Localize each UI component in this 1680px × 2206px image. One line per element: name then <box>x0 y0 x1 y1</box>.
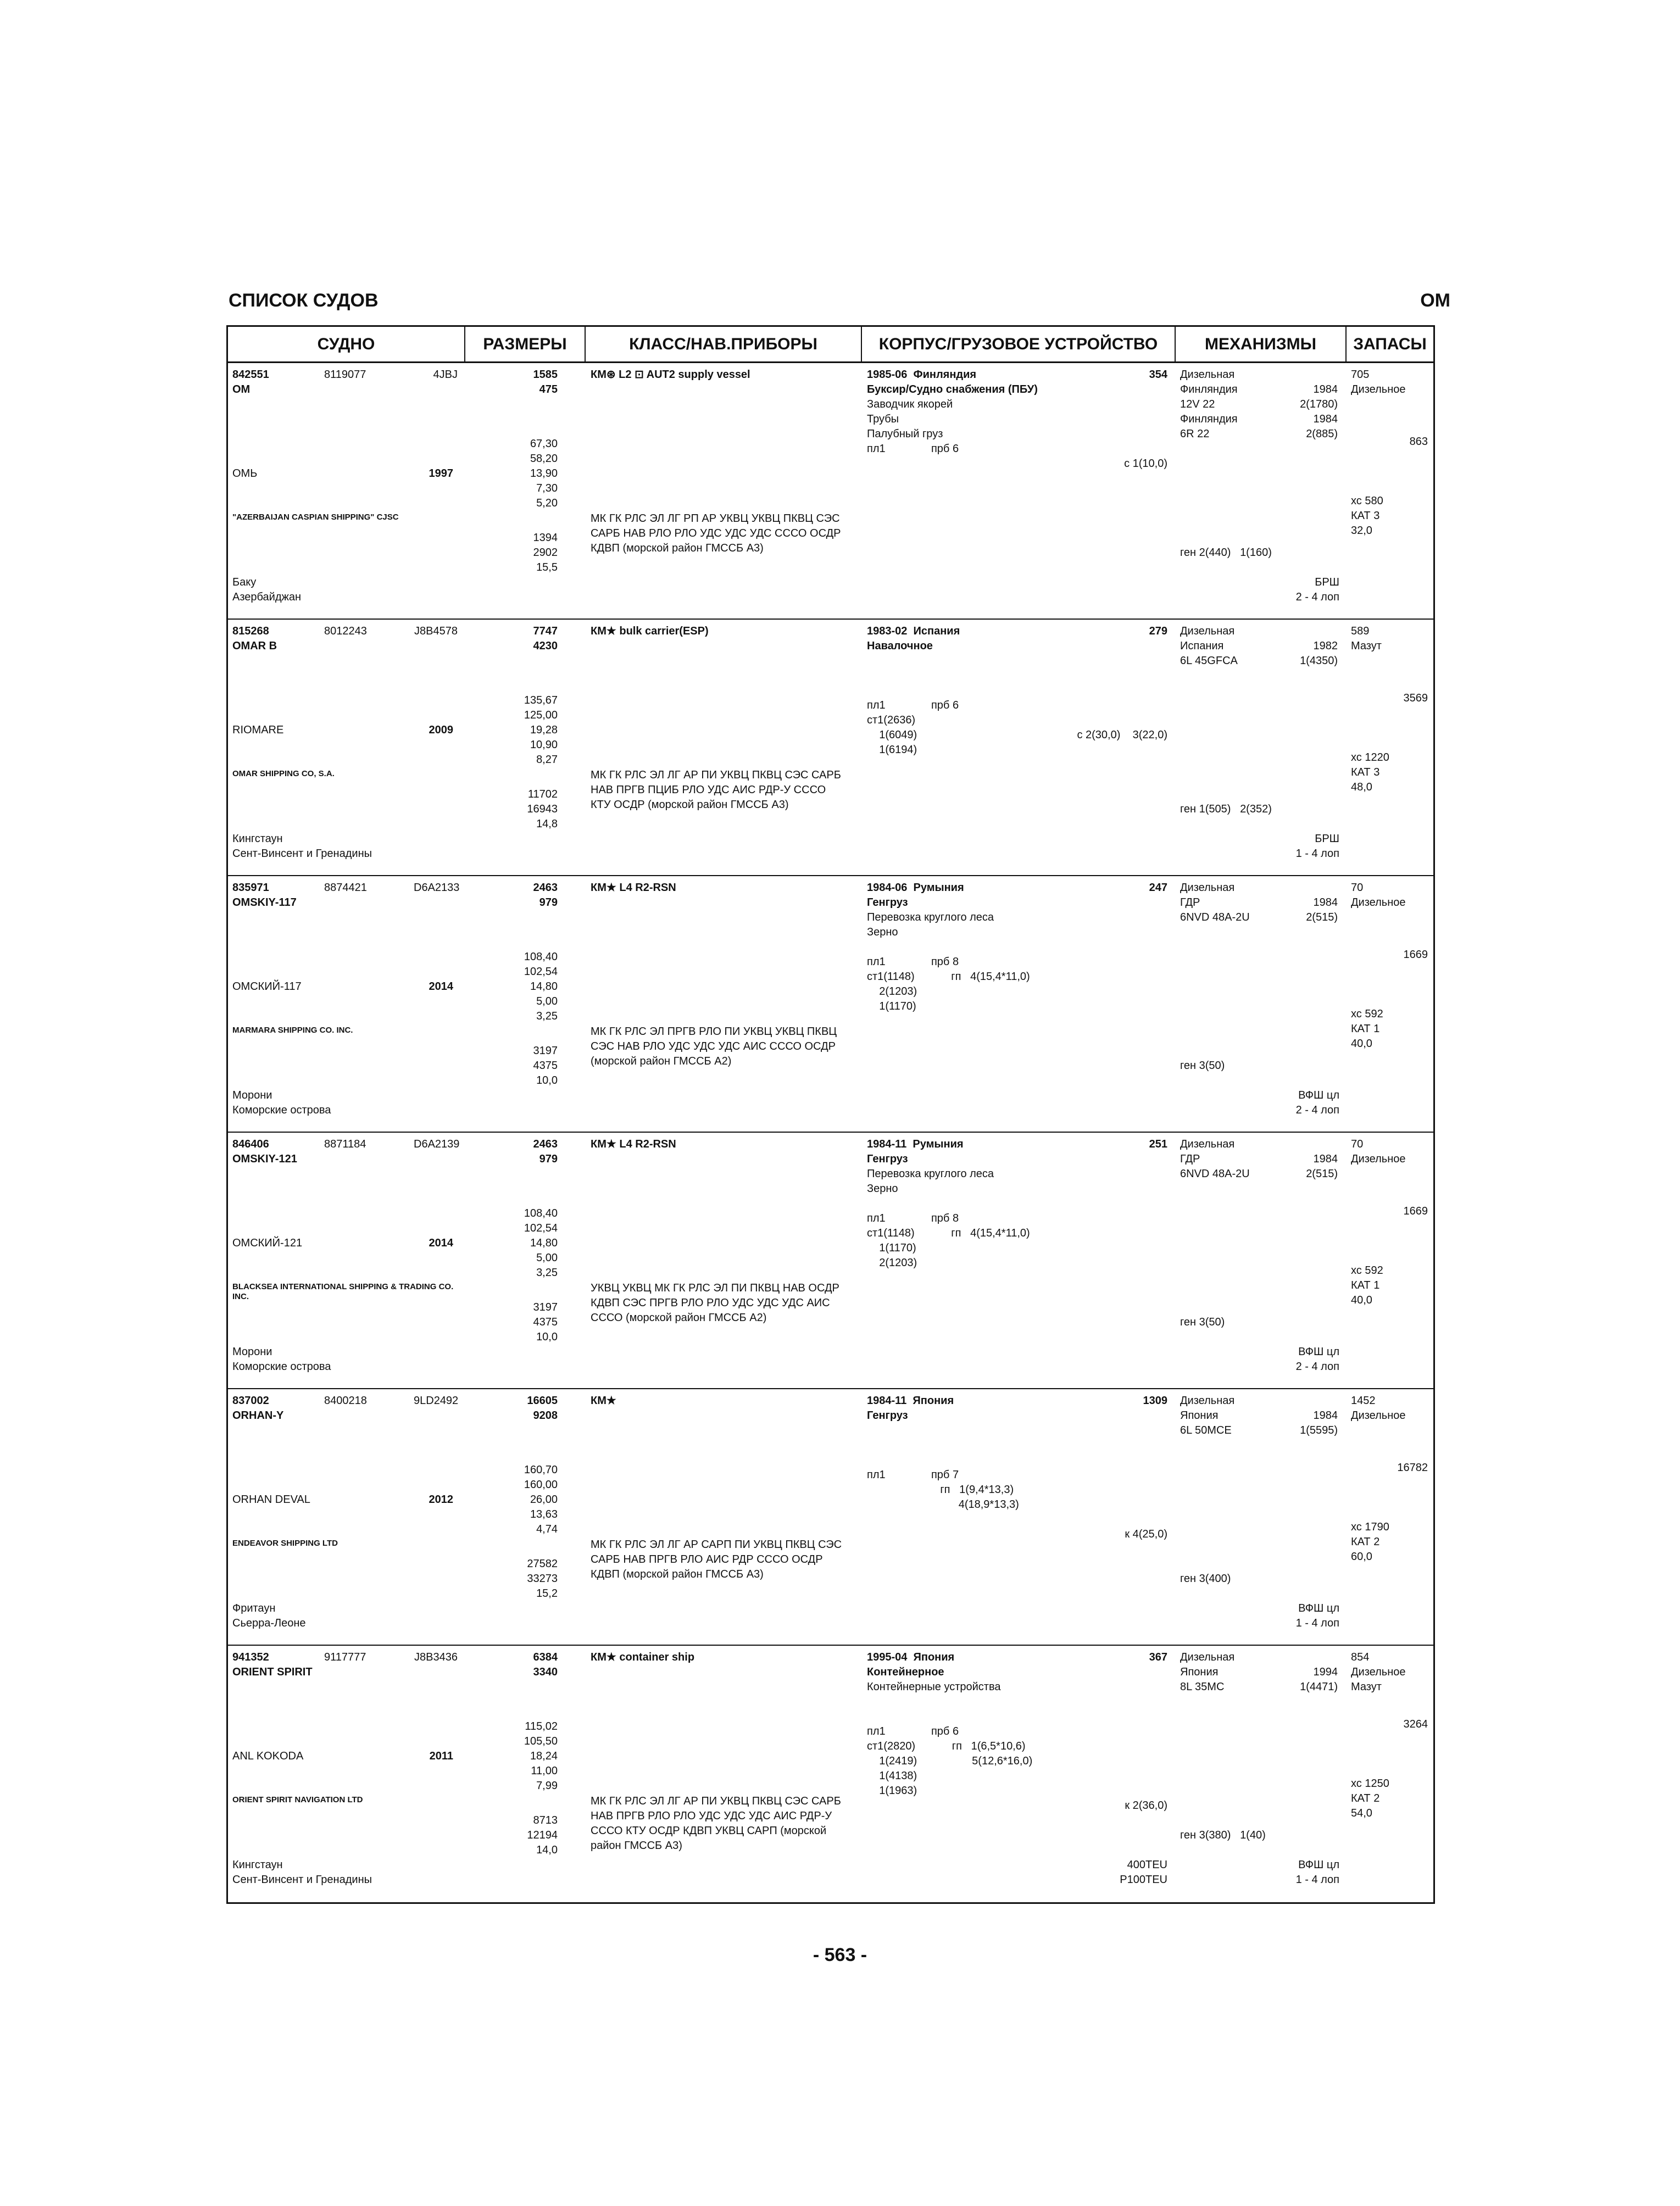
ship-previous-name: ОМЬ <box>232 467 258 480</box>
ship-class: КМ⊛ L2 ⊡ AUT2 supply vessel <box>591 369 750 381</box>
ship-build-year-country: 1984-11 Румыния <box>867 1138 964 1150</box>
ship-deadweight-value: 11702 <box>527 788 558 800</box>
ship-owner: ORIENT SPIRIT NAVIGATION LTD <box>232 1795 363 1804</box>
engine-values: 1984 1(5595) <box>1300 1410 1338 1436</box>
ship-build-year-country: 1983-02 Испания <box>867 625 960 637</box>
ship-dimension-value: 67,30 <box>530 438 558 450</box>
ship-flag: Коморские острова <box>232 1361 331 1373</box>
ship-dimension-value: 14,80 <box>530 1237 558 1249</box>
ship-imo-number: 8871184 <box>324 1138 366 1150</box>
table-header <box>228 327 1433 363</box>
ship-crew-capacity: 247 <box>1149 882 1167 894</box>
supplies-fuel: 70 Дизельное <box>1351 1138 1406 1165</box>
hold-details: пл1 прб 6 ст1(2636) 1(6049) 1(6194) <box>867 699 959 756</box>
ship-previous-name-year: 2014 <box>429 1237 453 1249</box>
ship-owner: ENDEAVOR SHIPPING LTD <box>232 1539 338 1548</box>
ship-hull-type: Навалочное <box>867 640 933 652</box>
ship-dimension-value: 19,28 <box>530 724 558 736</box>
ship-owner: BLACKSEA INTERNATIONAL SHIPPING & TRADING CO. INC. <box>232 1282 454 1301</box>
ship-call-sign: D6A2139 <box>414 1138 460 1150</box>
ship-dimension-value: 8,27 <box>536 754 558 766</box>
ship-imo-number: 8874421 <box>324 882 367 894</box>
ship-class: КМ★ container ship <box>591 1651 695 1663</box>
ship-owner: OMAR SHIPPING CO, S.A. <box>232 769 335 778</box>
ship-gross-tonnage: 7747 <box>533 625 558 637</box>
ship-dimension-value: 3,25 <box>536 1010 558 1022</box>
ship-build-year-country: 1995-04 Япония <box>867 1651 955 1663</box>
ship-deadweight-value: 1394 <box>533 532 558 544</box>
ship-dimension-value: 125,00 <box>524 709 558 721</box>
column-header-supplies: ЗАПАСЫ <box>1345 327 1433 361</box>
propeller-details: БРШ 2 - 4 лоп <box>1295 576 1339 603</box>
supplies-volume: 16782 <box>1397 1462 1428 1474</box>
ship-dimension-value: 3,25 <box>536 1267 558 1279</box>
ship-port: Кингстаун <box>232 1859 283 1871</box>
page-title: СПИСОК СУДОВ <box>229 290 379 311</box>
ship-flag: Сент-Винсент и Гренадины <box>232 1874 372 1886</box>
supplies-fuel: 854 Дизельное Мазут <box>1351 1651 1406 1693</box>
ship-call-sign: J8B3436 <box>414 1651 458 1663</box>
supplies-volume: 3264 <box>1403 1718 1428 1730</box>
ship-record <box>228 1133 1433 1389</box>
cranes-details: к 4(25,0) <box>1125 1528 1167 1540</box>
ship-hull-type: Генгруз <box>867 896 908 909</box>
ship-crew-capacity: 367 <box>1149 1651 1167 1663</box>
ship-deadweight-value: 4375 <box>533 1060 558 1072</box>
ship-navigation-equipment: МК ГК РЛС ЭЛ ЛГ АР САРП ПИ УКВЦ ПКВЦ СЭС САРБ НАВ ПРГВ РЛО АИС РДР СССО ОСДР КДВП (морской район ГМССБ А3) <box>591 1539 842 1580</box>
section-label: ОМ <box>1420 290 1450 311</box>
ship-crew-capacity: 1309 <box>1143 1395 1167 1407</box>
ship-previous-name-year: 1997 <box>429 467 453 480</box>
ship-gross-tonnage: 2463 <box>533 1138 558 1150</box>
ship-class: КМ★ bulk carrier(ESP) <box>591 625 709 637</box>
ship-net-tonnage: 3340 <box>533 1666 558 1678</box>
ship-port: Баку <box>232 576 257 588</box>
ship-crew-capacity: 279 <box>1149 625 1167 637</box>
ship-deadweight-value: 15,2 <box>536 1587 558 1600</box>
engine-generators: ген 3(380) 1(40) <box>1180 1829 1266 1841</box>
ship-deadweight-value: 10,0 <box>536 1074 558 1087</box>
ship-class: КМ★ <box>591 1395 616 1407</box>
ship-flag: Коморские острова <box>232 1104 331 1116</box>
supplies-volume: 1669 <box>1403 949 1428 961</box>
propeller-details: ВФШ цл 2 - 4 лоп <box>1295 1089 1339 1116</box>
engine-values: 1982 1(4350) <box>1300 640 1338 667</box>
ship-reg-number: 835971 <box>232 882 269 894</box>
ship-navigation-equipment: УКВЦ УКВЦ МК ГК РЛС ЭЛ ПИ ПКВЦ НАВ ОСДР КДВП СЭС ПРГВ РЛО РЛО УДС УДС УДС АИС СССО (морской район ГМССБ А2) <box>591 1282 839 1324</box>
ship-record <box>228 1389 1433 1646</box>
ship-dimension-value: 160,00 <box>524 1479 558 1491</box>
ship-navigation-equipment: МК ГК РЛС ЭЛ ЛГ АР ПИ УКВЦ ПКВЦ СЭС САРБ НАВ ПРГВ РЛО РЛО УДС УДС УДС АИС РДР-У СССО КТУ ОСДР КДВП УКВЦ САРП (морской район ГМССБ А3) <box>591 1795 841 1852</box>
ship-net-tonnage: 4230 <box>533 640 558 652</box>
ship-crew-capacity: 354 <box>1149 369 1167 381</box>
propeller-details: ВФШ цл 1 - 4 лоп <box>1295 1859 1339 1886</box>
hull-equipment: Перевозка круглого леса Зерно <box>867 1168 994 1195</box>
supplies-fuel: 705 Дизельное <box>1351 369 1406 395</box>
ship-gross-tonnage: 6384 <box>533 1651 558 1663</box>
ship-dimension-value: 135,67 <box>524 694 558 706</box>
ship-owner: MARMARA SHIPPING CO. INC. <box>232 1026 353 1035</box>
ship-deadweight-value: 27582 <box>527 1558 558 1570</box>
column-header-ship: СУДНО <box>317 335 375 353</box>
ship-class: КМ★ L4 R2-RSN <box>591 1138 676 1150</box>
ship-hull-type: Буксир/Судно снабжения (ПБУ) <box>867 383 1038 395</box>
hold-details: пл1 прб 8 ст1(1148) гп 4(15,4*11,0) 2(1203) 1(1170) <box>867 956 1030 1012</box>
ship-dimension-value: 13,90 <box>530 467 558 480</box>
ship-previous-name-year: 2011 <box>429 1750 453 1762</box>
supplies-volume: 863 <box>1409 436 1428 448</box>
ship-name: OMSKIY-117 <box>232 896 297 909</box>
ship-flag: Сент-Винсент и Гренадины <box>232 848 372 860</box>
engine-values: 1984 2(1780) 1984 2(885) <box>1300 383 1338 440</box>
page-number: - 563 - <box>813 1945 867 1965</box>
hold-details: пл1 прб 7 гп 1(9,4*13,3) 4(18,9*13,3) <box>867 1469 1019 1511</box>
ship-port: Морони <box>232 1089 272 1101</box>
ship-dimension-value: 7,30 <box>536 482 558 494</box>
ship-previous-name-year: 2012 <box>429 1494 453 1506</box>
ship-reg-number: 846406 <box>232 1138 269 1150</box>
engine-details: Дизельная ГДР 6NVD 48A-2U <box>1180 882 1250 923</box>
ship-previous-name: ОМСКИЙ-117 <box>232 981 302 993</box>
engine-details: Дизельная Япония 6L 50MCE <box>1180 1395 1235 1436</box>
ship-dimension-value: 5,20 <box>536 497 558 509</box>
ship-reg-number: 842551 <box>232 369 269 381</box>
ship-dimension-value: 13,63 <box>530 1508 558 1520</box>
ship-imo-number: 8012243 <box>324 625 367 637</box>
ship-imo-number: 8400218 <box>324 1395 367 1407</box>
ship-deadweight-value: 14,8 <box>536 818 558 830</box>
ship-previous-name: RIOMARE <box>232 724 284 736</box>
ships-table <box>226 325 1435 1904</box>
supplies-bunker: хс 592 КАТ 1 40,0 <box>1351 1008 1383 1050</box>
hold-details: пл1 прб 6 ст1(2820) гп 1(6,5*10,6) 1(2419) 5(12,6*16,0) 1(4138) 1(1963) <box>867 1725 1033 1797</box>
ship-imo-number: 8119077 <box>324 369 366 381</box>
ship-navigation-equipment: МК ГК РЛС ЭЛ ЛГ АР ПИ УКВЦ ПКВЦ СЭС САРБ НАВ ПРГВ ПЦИБ РЛО УДС АИС РДР-У СССО КТУ ОСДР (морской район ГМССБ А3) <box>591 769 841 811</box>
supplies-fuel: 589 Мазут <box>1351 625 1382 652</box>
ship-record <box>228 876 1433 1133</box>
ship-call-sign: D6A2133 <box>414 882 460 894</box>
engine-values: 1994 1(4471) <box>1300 1666 1338 1693</box>
supplies-volume: 1669 <box>1403 1205 1428 1217</box>
propeller-details: ВФШ цл 2 - 4 лоп <box>1295 1346 1339 1373</box>
ship-previous-name-year: 2014 <box>429 981 453 993</box>
ship-record <box>228 620 1433 876</box>
ship-class: КМ★ L4 R2-RSN <box>591 882 676 894</box>
ship-flag: Сьерра-Леоне <box>232 1617 306 1629</box>
ship-dimension-value: 102,54 <box>524 966 558 978</box>
ship-reg-number: 837002 <box>232 1395 269 1407</box>
supplies-bunker: хс 1220 КАТ 3 48,0 <box>1351 751 1389 793</box>
propeller-details: ВФШ цл 1 - 4 лоп <box>1295 1602 1339 1629</box>
hull-equipment: Контейнерные устройства <box>867 1681 1001 1693</box>
ship-deadweight-value: 3197 <box>533 1301 558 1313</box>
engine-generators: ген 1(505) 2(352) <box>1180 803 1272 815</box>
ship-previous-name: ОМСКИЙ-121 <box>232 1237 303 1249</box>
ship-call-sign: J8B4578 <box>414 625 458 637</box>
ship-deadweight-value: 2902 <box>533 547 558 559</box>
ship-record <box>228 363 1433 620</box>
ship-dimension-value: 10,90 <box>530 739 558 751</box>
cranes-details: к 2(36,0) <box>1125 1800 1167 1812</box>
engine-details: Дизельная Финляндия 12V 22 Финляндия 6R 22 <box>1180 369 1238 440</box>
ship-build-year-country: 1985-06 Финляндия <box>867 369 977 381</box>
hull-equipment: Заводчик якорей Трубы Палубный груз <box>867 398 953 440</box>
ship-crew-capacity: 251 <box>1149 1138 1167 1150</box>
ship-call-sign: 4JBJ <box>433 369 458 381</box>
ship-deadweight-value: 10,0 <box>536 1331 558 1343</box>
ship-imo-number: 9117777 <box>324 1651 366 1663</box>
ship-record <box>228 1646 1433 1902</box>
ship-hull-type: Контейнерное <box>867 1666 944 1678</box>
ship-deadweight-value: 14,0 <box>536 1844 558 1856</box>
engine-values: 1984 2(515) <box>1306 1153 1338 1180</box>
ship-call-sign: 9LD2492 <box>414 1395 459 1407</box>
ship-dimension-value: 108,40 <box>524 951 558 963</box>
ship-name: ORHAN-Y <box>232 1410 284 1422</box>
ship-net-tonnage: 979 <box>539 1153 558 1165</box>
ship-navigation-equipment: МК ГК РЛС ЭЛ ЛГ РП АР УКВЦ УКВЦ ПКВЦ СЭС САРБ НАВ РЛО РЛО УДС УДС УДС СССО ОСДР КДВП (морской район ГМССБ А3) <box>591 512 841 554</box>
ship-dimension-value: 102,54 <box>524 1222 558 1234</box>
ship-deadweight-value: 15,5 <box>536 561 558 573</box>
ship-dimension-value: 26,00 <box>530 1494 558 1506</box>
propeller-details: БРШ 1 - 4 лоп <box>1295 833 1339 860</box>
hold-details: пл1 прб 8 ст1(1148) гп 4(15,4*11,0) 1(1170) 2(1203) <box>867 1212 1030 1269</box>
ship-net-tonnage: 9208 <box>533 1410 558 1422</box>
supplies-bunker: хс 1250 КАТ 2 54,0 <box>1351 1778 1389 1819</box>
hold-details: пл1 прб 6 <box>867 443 959 455</box>
engine-generators: ген 2(440) 1(160) <box>1180 547 1272 559</box>
ship-build-year-country: 1984-11 Япония <box>867 1395 954 1407</box>
engine-details: Дизельная Япония 8L 35MC <box>1180 1651 1235 1693</box>
engine-values: 1984 2(515) <box>1306 896 1338 923</box>
engine-details: Дизельная Испания 6L 45GFCA <box>1180 625 1238 667</box>
column-header-class: КЛАСС/НАВ.ПРИБОРЫ <box>585 327 861 361</box>
column-header-hull: КОРПУС/ГРУЗОВОЕ УСТРОЙСТВО <box>861 327 1175 361</box>
ship-flag: Азербайджан <box>232 591 302 603</box>
ship-dimension-value: 108,40 <box>524 1207 558 1219</box>
ship-gross-tonnage: 16605 <box>527 1395 558 1407</box>
ship-dimension-value: 7,99 <box>536 1780 558 1792</box>
ship-previous-name-year: 2009 <box>429 724 453 736</box>
ship-dimension-value: 11,00 <box>531 1765 558 1777</box>
ship-gross-tonnage: 2463 <box>533 882 558 894</box>
column-header-machinery: МЕХАНИЗМЫ <box>1175 327 1345 361</box>
ship-name: OMSKIY-121 <box>232 1153 297 1165</box>
ship-deadweight-value: 12194 <box>527 1829 558 1841</box>
ship-deadweight-value: 3197 <box>533 1045 558 1057</box>
ship-gross-tonnage: 1585 <box>533 369 558 381</box>
ship-net-tonnage: 475 <box>539 383 558 395</box>
engine-generators: ген 3(400) <box>1180 1573 1231 1585</box>
ship-owner: "AZERBAIJAN CASPIAN SHIPPING" CJSC <box>232 512 399 522</box>
engine-generators: ген 3(50) <box>1180 1316 1225 1328</box>
ship-port: Морони <box>232 1346 272 1358</box>
ship-port: Кингстаун <box>232 833 283 845</box>
ship-dimension-value: 18,24 <box>530 1750 558 1762</box>
ship-previous-name: ANL KOKODA <box>232 1750 304 1762</box>
ship-deadweight-value: 8713 <box>533 1814 558 1826</box>
ship-reg-number: 815268 <box>232 625 269 637</box>
column-header-dimensions: РАЗМЕРЫ <box>464 327 585 361</box>
ship-dimension-value: 4,74 <box>536 1523 558 1535</box>
ship-hull-type: Генгруз <box>867 1410 908 1422</box>
ship-name: ORIENT SPIRIT <box>232 1666 313 1678</box>
supplies-bunker: хс 592 КАТ 1 40,0 <box>1351 1264 1383 1306</box>
ship-dimension-value: 105,50 <box>524 1735 558 1747</box>
ship-deadweight-value: 16943 <box>527 803 558 815</box>
supplies-bunker: хс 1790 КАТ 2 60,0 <box>1351 1521 1389 1563</box>
ship-reg-number: 941352 <box>232 1651 269 1663</box>
engine-details: Дизельная ГДР 6NVD 48A-2U <box>1180 1138 1250 1180</box>
ship-dimension-value: 58,20 <box>530 453 558 465</box>
ship-dimension-value: 115,02 <box>525 1720 558 1733</box>
ship-hull-type: Генгруз <box>867 1153 908 1165</box>
cranes-details: с 1(10,0) <box>1124 458 1167 470</box>
supplies-bunker: хс 580 КАТ 3 32,0 <box>1351 495 1383 537</box>
cranes-details: с 2(30,0) 3(22,0) <box>1077 729 1167 741</box>
ship-dimension-value: 14,80 <box>530 981 558 993</box>
ship-name: ОМ <box>232 383 251 395</box>
ship-dimension-value: 160,70 <box>524 1464 558 1476</box>
ship-port: Фритаун <box>232 1602 276 1614</box>
ship-name: OMAR B <box>232 640 277 652</box>
supplies-fuel: 70 Дизельное <box>1351 882 1406 909</box>
ship-previous-name: ORHAN DEVAL <box>232 1494 310 1506</box>
engine-generators: ген 3(50) <box>1180 1060 1225 1072</box>
ship-build-year-country: 1984-06 Румыния <box>867 882 964 894</box>
ship-navigation-equipment: МК ГК РЛС ЭЛ ПРГВ РЛО ПИ УКВЦ УКВЦ ПКВЦ СЭС НАВ РЛО УДС УДС УДС АИС СССО ОСДР (морской район ГМССБ А2) <box>591 1026 837 1067</box>
ship-deadweight-value: 33273 <box>527 1573 558 1585</box>
ship-net-tonnage: 979 <box>539 896 558 909</box>
supplies-volume: 3569 <box>1403 692 1428 704</box>
ship-dimension-value: 5,00 <box>536 1252 558 1264</box>
ship-deadweight-value: 4375 <box>533 1316 558 1328</box>
supplies-fuel: 1452 Дизельное <box>1351 1395 1406 1422</box>
container-capacity: 400TEU P100TEU <box>1120 1859 1167 1886</box>
ship-dimension-value: 5,00 <box>536 995 558 1007</box>
hull-equipment: Перевозка круглого леса Зерно <box>867 911 994 938</box>
